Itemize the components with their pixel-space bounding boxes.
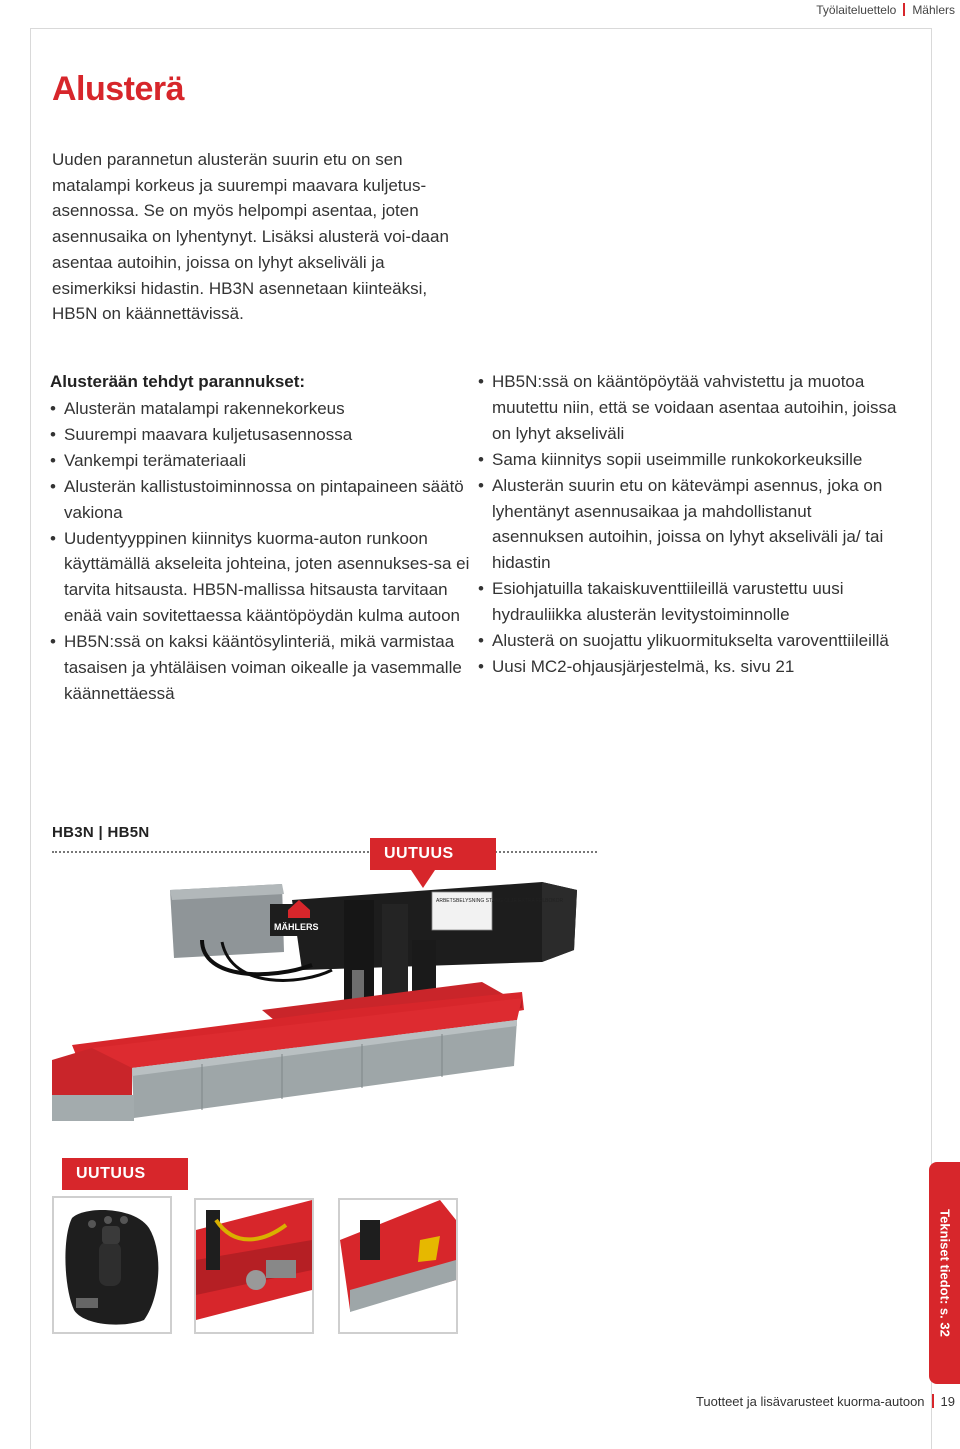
improvements-right-column <box>478 369 898 680</box>
list-item: • Alusterä on suojattu ylikuormitukselta varoventtiileillä <box>478 628 898 654</box>
logo-text: MÄHLERS <box>274 922 319 932</box>
page-title: Alusterä <box>52 70 185 108</box>
hydraulic-detail-image <box>194 1198 314 1334</box>
catalog-label: Työlaiteluettelo <box>816 3 897 17</box>
list-item: • HB5N:ssä on kääntöpöytää vahvistettu ja muotoa muutettu niin, että se voidaan asentaa autoihin, joissa on lyhyt akseliväli <box>478 369 898 447</box>
list-item: • Alusterän kallistustoiminnossa on pintapaineen säätö vakiona <box>50 474 470 526</box>
new-badge <box>370 838 496 870</box>
intro-paragraph: Uuden parannetun alusterän suurin etu on sen matalampi korkeus ja suurempi maavara kuljetus-asennossa. Se on myös helpompi asentaa, joten asennusaika on lyhentynyt. Lisäksi alusterä voi-daan asentaa autoihin, joissa on lyhyt akseliväli ja esimerkiksi hidastin. HB3N asennetaan kiinteäksi, HB5N on käännettävissä. <box>52 150 449 324</box>
list-item: • Suurempi maavara kuljetusasennossa <box>50 422 470 448</box>
list-item: • Alusterän suurin etu on kätevämpi asennus, joka on lyhentänyt asennusaikaa ja mahdollistanut asennuksen autoihin, joissa on lyhyt akseliväli ja/ tai hidastin <box>478 473 898 577</box>
list-item: • Vankempi terämateriaali <box>50 448 470 474</box>
plate-text: ARBETSBELYSNING STÄNG OLJE EXTRA FELBOKOR <box>436 898 564 904</box>
divider <box>932 1394 934 1408</box>
joystick-illustration <box>54 1198 170 1332</box>
brand-label: Mählers <box>912 3 955 17</box>
improvements-list-right <box>478 369 898 680</box>
technical-data-tab[interactable] <box>929 1162 960 1384</box>
page-number: 19 <box>940 1394 955 1409</box>
blade-end-image <box>338 1198 458 1334</box>
technical-data-tab-label: Tekniset tiedot: s. 32 <box>937 1209 952 1337</box>
top-navigation <box>816 3 955 17</box>
badge-pointer <box>411 870 435 888</box>
list-item: • Esiohjatuilla takaiskuventtiileillä varustettu uusi hydrauliikka alusterän levitystoiminnolle <box>478 576 898 628</box>
footer-section: Tuotteet ja lisävarusteet kuorma-autoon <box>695 1394 925 1409</box>
list-item: • Sama kiinnitys sopii useimmille runkokorkeuksille <box>478 447 898 473</box>
improvements-list-left <box>50 396 470 707</box>
list-item: • Alusterän matalampi rakennekorkeus <box>50 396 470 422</box>
list-item: • Uudentyyppinen kiinnitys kuorma-auton runkoon käyttämällä akseleita johteina, joten asennukses-sa ei tarvita hitsausta. HB5N-mallissa hitsausta tarvitaan enää vain sovitettaessa kääntöpöydän kulma autoon <box>50 526 470 630</box>
new-badge-label: UUTUUS <box>384 845 454 862</box>
improvements-left-column <box>50 369 470 707</box>
underbody-blade-image <box>52 870 597 1140</box>
hydraulic-detail-illustration <box>196 1200 312 1332</box>
divider <box>903 3 905 16</box>
list-item: • Uusi MC2-ohjausjärjestelmä, ks. sivu 21 <box>478 654 898 680</box>
new-badge-secondary <box>62 1158 188 1190</box>
blade-end-illustration <box>340 1200 456 1332</box>
model-names: HB3N | HB5N <box>52 824 150 841</box>
new-badge-label: UUTUUS <box>76 1165 146 1182</box>
dotted-divider <box>52 851 597 853</box>
joystick-controller-image <box>52 1196 172 1334</box>
page-footer <box>696 1394 955 1409</box>
improvements-heading: Alusterään tehdyt parannukset: <box>50 372 306 391</box>
list-item: • HB5N:ssä on kaksi kääntösylinteriä, mikä varmistaa tasaisen ja yhtäläisen voiman oikealle ja vasemmalle käännettäessä <box>50 629 470 707</box>
